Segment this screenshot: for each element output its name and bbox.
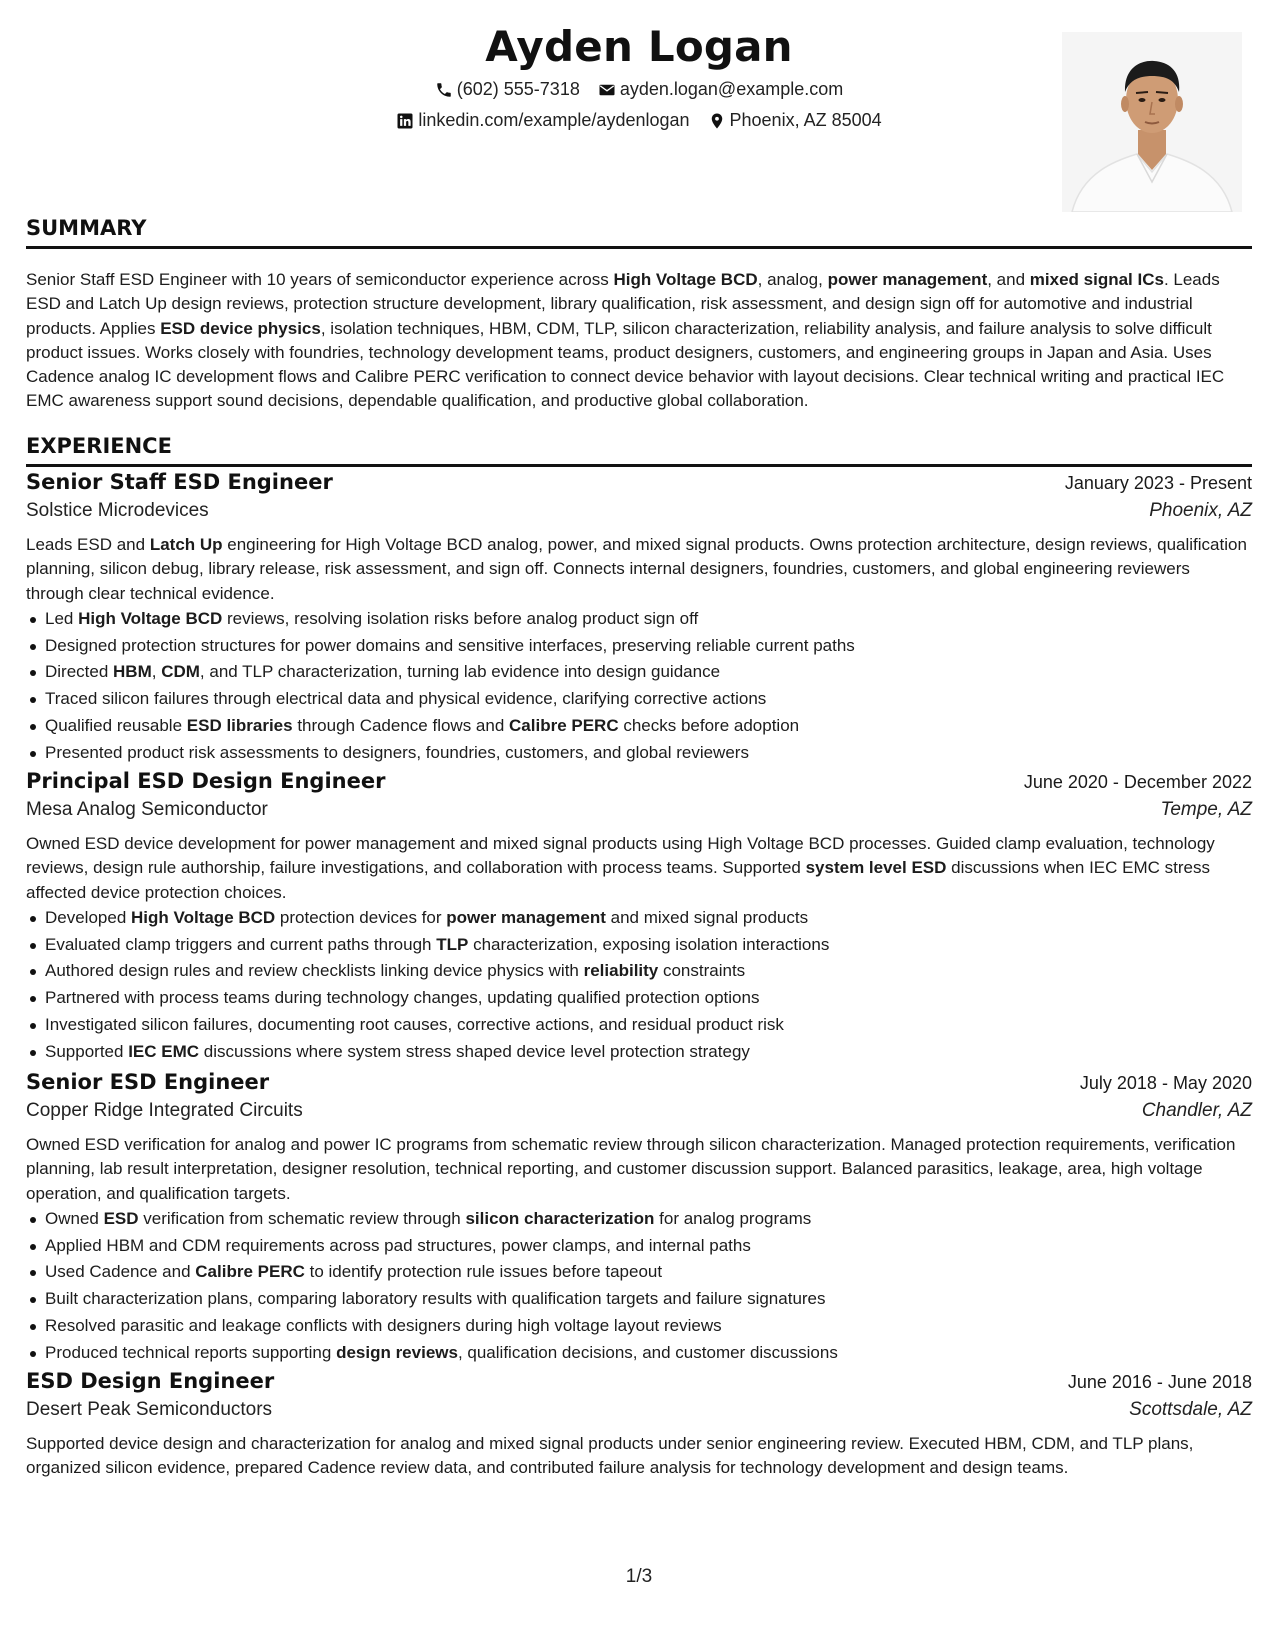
linkedin-icon — [396, 112, 414, 130]
bullet-item — [26, 958, 1252, 985]
phone-contact — [435, 79, 580, 100]
job-dates: June 2016 - June 2018 — [1067, 1372, 1252, 1392]
location-contact — [708, 110, 882, 131]
text-segment: Qualified reusable — [45, 716, 187, 736]
bullet-item — [26, 932, 1252, 959]
text-segment: , qualification decisions, and customer discussions — [457, 1342, 838, 1362]
job-location: Tempe, AZ — [1160, 799, 1252, 820]
text-segment: , analog, — [757, 270, 828, 289]
text-segment: Supported device design and characterization for analog and mixed signal products under senior engineering review. Executed HBM, CDM, and TLP plans, organized silicon evidence, prepared Cadence review data, and contributed failure analysis for technology development and design teams. — [26, 1434, 1194, 1478]
text-segment: Evaluated clamp triggers and current paths through — [45, 934, 437, 954]
emphasis-text: system level ESD — [805, 858, 947, 878]
text-segment: characterization, exposing isolation interactions — [468, 934, 830, 954]
job-entry — [26, 1369, 1252, 1481]
text-segment: Presented product risk assessments to designers, foundries, customers, and global reviewers — [45, 742, 749, 762]
text-segment: discussions where system stress shaped device level protection strategy — [199, 1041, 750, 1061]
job-dates: January 2023 - Present — [1064, 473, 1252, 493]
email-contact[interactable] — [598, 79, 843, 100]
text-segment: Investigated silicon failures, documenting root causes, corrective actions, and residual product risk — [45, 1015, 784, 1035]
text-segment: Traced silicon failures through electrical data and physical evidence, clarifying corrective actions — [45, 689, 767, 709]
email-address[interactable]: ayden.logan@example.com — [619, 79, 844, 99]
bullet-item — [26, 1313, 1252, 1340]
text-segment: verification from schematic review through — [138, 1208, 466, 1228]
emphasis-text: silicon characterization — [465, 1208, 655, 1228]
text-segment: Authored design rules and review checklists linking device physics with — [45, 961, 584, 981]
text-segment: Owned — [45, 1208, 104, 1228]
envelope-icon — [598, 81, 616, 99]
bullet-item — [26, 740, 1252, 767]
emphasis-text: TLP — [436, 934, 469, 954]
resume-header — [26, 22, 1252, 212]
bullet-item — [26, 1340, 1252, 1367]
bullet-item — [26, 633, 1252, 660]
text-segment: Senior Staff ESD Engineer with 10 years of semiconductor experience across — [26, 270, 614, 289]
emphasis-text: ESD device physics — [160, 318, 321, 338]
bullet-item — [26, 905, 1252, 932]
emphasis-text: Calibre PERC — [195, 1262, 305, 1282]
job-entry — [26, 470, 1252, 767]
emphasis-text: power management — [446, 907, 606, 927]
text-segment: for analog programs — [654, 1208, 812, 1228]
emphasis-text: Calibre PERC — [509, 716, 619, 736]
job-location: Scottsdale, AZ — [1129, 1399, 1252, 1420]
emphasis-text: HBM — [113, 662, 152, 682]
job-bullets — [26, 1206, 1252, 1367]
text-segment: reviews, resolving isolation risks before analog product sign off — [222, 608, 699, 628]
bullet-item — [26, 1259, 1252, 1286]
text-segment: Supported — [45, 1041, 129, 1061]
job-bullets — [26, 905, 1252, 1066]
text-segment: Designed protection structures for power domains and sensitive interfaces, preserving reliable current paths — [45, 635, 855, 655]
bullet-item — [26, 659, 1252, 686]
job-description — [26, 832, 1252, 905]
bullet-item — [26, 713, 1252, 740]
bullet-item — [26, 1039, 1252, 1066]
summary-heading: SUMMARY — [26, 216, 1252, 249]
text-segment: and mixed signal products — [605, 907, 809, 927]
text-segment: Applied HBM and CDM requirements across pad structures, power clamps, and internal paths — [45, 1235, 751, 1255]
location-text: Phoenix, AZ 85004 — [729, 110, 882, 130]
emphasis-text: ESD libraries — [186, 716, 293, 736]
resume-page — [26, 0, 1252, 1650]
text-segment: constraints — [658, 961, 746, 981]
text-segment: Built characterization plans, comparing laboratory results with qualification targets and failure signatures — [45, 1289, 826, 1309]
job-title: Principal ESD Design Engineer — [26, 769, 386, 793]
company-name: Desert Peak Semiconductors — [26, 1399, 273, 1420]
company-name: Copper Ridge Integrated Circuits — [26, 1100, 303, 1121]
linkedin-url[interactable]: linkedin.com/example/aydenlogan — [418, 110, 690, 130]
text-segment: , and — [987, 270, 1030, 289]
job-location: Chandler, AZ — [1141, 1100, 1252, 1121]
job-description — [26, 533, 1252, 606]
bullet-item — [26, 1012, 1252, 1039]
text-segment: engineering for High Voltage BCD analog, power, and mixed signal products. Owns protection architecture, design reviews, qualification planning, silicon debug, library release, risk assessment, and sign off. Connects internal designers, foundries, customers, and global engineering reviewers through clear technical evidence. — [26, 535, 1247, 603]
job-location: Phoenix, AZ — [1149, 500, 1252, 521]
text-segment: Leads ESD and — [26, 535, 150, 554]
text-segment: Produced technical reports supporting — [45, 1342, 337, 1362]
bullet-item — [26, 1233, 1252, 1260]
job-dates: June 2020 - December 2022 — [1023, 772, 1252, 792]
text-segment: through Cadence flows and — [292, 716, 510, 736]
text-segment: Led — [45, 608, 79, 628]
text-segment: , and TLP characterization, turning lab evidence into design guidance — [199, 662, 721, 682]
job-bullets — [26, 606, 1252, 767]
job-title: Senior ESD Engineer — [26, 1070, 270, 1094]
text-segment: protection devices for — [275, 907, 447, 927]
text-segment: to identify protection rule issues before tapeout — [304, 1262, 663, 1282]
job-description — [26, 1432, 1252, 1481]
candidate-name: Ayden Logan — [485, 22, 793, 71]
job-description — [26, 1133, 1252, 1206]
bullet-item — [26, 606, 1252, 633]
text-segment: , — [151, 662, 162, 682]
page-number: 1/3 — [625, 1566, 653, 1587]
job-entry — [26, 1070, 1252, 1367]
emphasis-text: IEC EMC — [128, 1041, 200, 1061]
emphasis-text: design reviews — [336, 1342, 458, 1362]
emphasis-text: mixed signal ICs — [1029, 270, 1164, 289]
emphasis-text: ESD — [103, 1208, 139, 1228]
job-dates: July 2018 - May 2020 — [1079, 1073, 1252, 1093]
text-segment: Directed — [45, 662, 114, 682]
experience-heading: EXPERIENCE — [26, 434, 1252, 467]
text-segment: Partnered with process teams during technology changes, updating qualified protection options — [45, 988, 760, 1008]
linkedin-contact[interactable] — [396, 110, 689, 131]
job-title: ESD Design Engineer — [26, 1369, 275, 1393]
job-entry — [26, 769, 1252, 1066]
map-pin-icon — [708, 112, 726, 130]
text-segment: , isolation techniques, HBM, CDM, TLP, silicon characterization, reliability analysis, and failure analysis to solve difficult product issues. Works closely with foundries, technology development teams, product designers, customers, and engineering groups in Japan and Asia. Uses Cadence analog IC development flows and Calibre PERC verification to connect device behavior with layout decisions. Clear technical writing and practical IEC EMC awareness support sound decisions, dependable qualification, and productive global collaboration. — [26, 318, 1225, 411]
emphasis-text: reliability — [583, 961, 659, 981]
emphasis-text: High Voltage BCD — [613, 270, 758, 289]
phone-number: (602) 555-7318 — [456, 79, 580, 99]
emphasis-text: Latch Up — [149, 535, 223, 554]
text-segment: Developed — [45, 907, 132, 927]
job-title: Senior Staff ESD Engineer — [26, 470, 333, 494]
text-segment: . Leads ESD and Latch Up design reviews, protection structure development, library qualification, risk assessment, and design sign off for automotive and industrial products. Applies — [26, 270, 1220, 338]
summary-text — [26, 268, 1252, 414]
phone-icon — [435, 81, 453, 99]
emphasis-text: High Voltage BCD — [131, 907, 276, 927]
bullet-item — [26, 1206, 1252, 1233]
company-name: Mesa Analog Semiconductor — [26, 799, 268, 820]
emphasis-text: power management — [827, 270, 988, 289]
emphasis-text: CDM — [161, 662, 200, 682]
text-segment: Owned ESD device development for power management and mixed signal products using High Voltage BCD processes. Guided clamp evaluation, technology reviews, design rule authorship, failure investigations, and collaboration with process teams. Supported — [26, 834, 1215, 878]
bullet-item — [26, 686, 1252, 713]
text-segment: checks before adoption — [618, 716, 800, 736]
text-segment: Resolved parasitic and leakage conflicts with designers during high voltage layout reviews — [45, 1316, 722, 1336]
text-segment: Used Cadence and — [45, 1262, 196, 1282]
emphasis-text: High Voltage BCD — [78, 608, 223, 628]
company-name: Solstice Microdevices — [26, 500, 209, 521]
bullet-item — [26, 985, 1252, 1012]
text-segment: discussions when IEC EMC stress affected device protection choices. — [26, 858, 1210, 902]
text-segment: Owned ESD verification for analog and power IC programs from schematic review through silicon characterization. Managed protection requirements, verification planning, lab result interpretation, designer resolution, technical reporting, and customer discussion support. Balanced parasitics, leakage, area, high voltage operation, and qualification targets. — [26, 1135, 1236, 1203]
bullet-item — [26, 1286, 1252, 1313]
profile-photo — [1062, 32, 1242, 212]
